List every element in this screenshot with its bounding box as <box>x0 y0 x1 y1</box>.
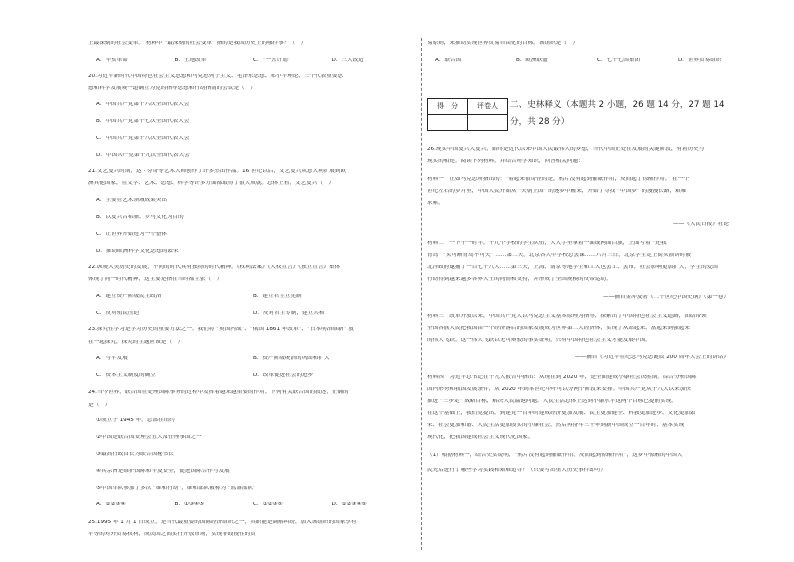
text-line: 是（ ） <box>88 403 111 408</box>
text-line: D．推动欧洲科学文化思想的繁荣 <box>96 249 179 254</box>
text-line: ②中国是联合国安理会五大常任理事国之一 <box>96 435 202 440</box>
text-line: ⑤中国军队参加了多次 “维和行动”，维和部队被称为 “蓝盔部队” <box>96 486 257 491</box>
text-line: 易原则，来推动实现世界贸易自由化的目标。该组织是（ ） <box>427 41 579 46</box>
text-line: 民先后进行了哪些学习实践和艰难追寻？（只要写出重大历史事件即可） <box>427 468 607 473</box>
text-line: 北洋政府逮捕了一百七十八人……第三天，上海、南京等地学生和工人也罢工、罢市，社会影响更加扩大，学生的爱国 <box>427 265 718 270</box>
option-row <box>88 311 410 317</box>
text-line: 的伟大飞跃。这一伟大飞跃以无可辩驳的事实证明，只有中国特色社会主义才能发展中国。 <box>427 338 651 343</box>
option: A．与平发展 <box>96 356 128 361</box>
text-line: 材料二 一下午一时半，十几个学校的学生队伍，人人手里拿着一面或两面白旗，上面写着 “还我 <box>427 241 667 246</box>
section-title: 二、史林释义（本题共 2 小题，26 题 14 分，27 题 14 <box>510 100 725 110</box>
text-line: 21.文艺复兴时期，达 · 芬奇等艺术大师创作了许多杰出作品。16 世纪以后，文艺复兴从意大利扩展到欧 <box>88 169 347 174</box>
text-line: 现代化，把我国建成社会主义现代化国家。 <box>427 435 534 440</box>
text-line: B．中国共产党第十七次全国代表大会 <box>96 119 190 124</box>
text-line: 20.习近平新时代中国特色社会主义思想和马克思列宁主义、毛泽东思想、邓小平理论、三个代表重要思 <box>88 74 344 79</box>
text-line: 材料一 正如马克思所指出的：“着起来很奇怪的是，鸦片没有起到催眠作用，反而起了惊醒作用。” 在一个 <box>427 177 690 182</box>
option: D．世界贸易组织 <box>678 58 722 63</box>
text-line: 青岛” “头可断青岛不可失” ……第二天，北京各大中学校总罢课……六月三日，北京学生走上街头演讲时被 <box>427 253 691 258</box>
score-label: 得 分 <box>428 99 468 115</box>
option: B．欧洲联盟 <box>516 58 548 63</box>
text-line: 世纪左右的岁月里，中国人民开始从 “天朝上国” 的迷梦中醒来，开始了寻找 “中国梦” 的漫漫长路，艰难 <box>427 189 687 194</box>
option: C．资本主义制度的确立 <box>96 373 156 378</box>
text-line: 想和科学发展观一道确立为党的指导思想和行动指南的会议是（ ） <box>88 86 256 91</box>
text-line: B．以复兴古希腊、罗马文化为目的 <box>96 215 184 220</box>
text-line: C．让世界开始连为一个整体 <box>96 232 168 237</box>
text-line: 26.现实中国复兴大复兴，始终是近代以来中国人民最伟大的梦想，当代中国正处在发展的关键阶段，有着历史与 <box>427 147 705 152</box>
text-line: 荣、社会更加和谐、人民生活更加殷实的小康社会，然后再奋斗三十年到新中国成立一百年时，基本实现 <box>427 423 685 428</box>
text-line: 现实的相连。阅读下列材料，并结合所学知识，回答相关问题： <box>427 159 584 164</box>
option: B．建立君主立宪制 <box>253 294 302 299</box>
option: A．建立资产阶级民主政治 <box>96 294 162 299</box>
text-line: 求索。 <box>427 201 444 206</box>
text-line: （1）根据材料一，结合史实说明，“鸦片没有起到催眠作用，反而起到惊醒作用”，这梦中惊醒的中国人 <box>427 453 683 458</box>
option-row <box>88 356 410 362</box>
text-line: 材料四 习近平总书记在十九大报告中指出：从现在到 2020 年，是全面建成小康社会决胜期。综合分析国际 <box>427 375 697 380</box>
section-title-cont: 分，共 28 分） <box>510 117 570 127</box>
score-table <box>427 98 508 131</box>
text-line: 23.探究性学习是学习历史的重要方法之一。我们将 “英国内战”、“俄国 1861 年改革”、“日本明治维新” 放 <box>88 327 354 332</box>
option-row <box>88 502 410 508</box>
option: D．①②③④⑤ <box>331 502 367 507</box>
text-line: 上最深刻的社会变革。” 材料中 “最深刻的社会变革” 指的是我国历史上的哪件事？（ ） <box>88 41 307 46</box>
option: D．反对君主专制，建立共和 <box>253 311 325 316</box>
option: A．①②③④ <box>96 502 126 507</box>
option: A．联合国 <box>435 58 462 63</box>
grader-cell[interactable] <box>468 115 508 131</box>
option: B．资产阶级统治的巩固和扩大 <box>253 356 330 361</box>
text-line: D．中国共产党第十九次全国代表大会 <box>96 153 190 158</box>
text-line: 25.1995 年 1 月 1 日成立，是当代最重要的国际经济组织之一，其职能是调解纠纷，加入该组织的国家享有 <box>88 520 357 525</box>
option-row <box>88 58 410 64</box>
text-line: 国内形势和我国发展条件，从 2020 年到本世纪中叶可以分两个阶段来安排。中国共产党从十八大以来加快 <box>427 387 691 392</box>
text-line: 24.当今世界，联合国在处理国际事务的过程中发挥着越来越重要的作用。下列有关联合国的叙述，正确的 <box>88 390 349 395</box>
text-line: 推进 “三步走” 战略目标，解决人民温饱问题、人民生活总体上达到小康水平这两个目标已提前实现。 <box>427 399 677 404</box>
text-line: C．中国共产党第十八次全国代表大会 <box>96 136 190 141</box>
option: A．辛亥革命 <box>96 58 128 63</box>
text-line: A．中国共产党第十六次全国代表大会 <box>96 102 190 107</box>
text-line: ——《人民日报》社论 <box>673 222 729 227</box>
text-line: ——摘自金冲及著《二十世纪中国史纲》（第一卷） <box>603 295 729 300</box>
score-cell[interactable] <box>428 115 468 131</box>
option: D．三大改造 <box>331 58 364 63</box>
option-row <box>88 373 410 379</box>
text-line: 平等的对外贸易权利，成员国之间实行开放市场，实现非歧视性的贸 <box>88 532 256 537</box>
option: C．①②③⑤ <box>253 502 283 507</box>
text-line: 材料三 改革开放以来，中国共产党人以马克思主义基本原理为指导，探索出了中国特色社会主义道路，团结带领 <box>427 314 707 319</box>
option: B．①③④⑤ <box>174 502 204 507</box>
text-line: 洲其他国家，在文学、艺术、思想、科学等许多方面都取得了很大成就。总体上看，文艺复兴（ ） <box>88 181 335 186</box>
option-row <box>88 294 410 300</box>
text-line: 体现了同一时代精神，这主要是指在当时都主张（ ） <box>88 277 223 282</box>
column-divider <box>421 38 422 550</box>
option: C．反对殖民压迫 <box>96 311 140 316</box>
text-line: ③最高行政首长为联合国秘书长 <box>96 452 174 457</box>
option: C．“一五计划” <box>253 58 291 63</box>
text-line: 22.纵观人类历史的发展，不同的时代具有独特的时代精神。《权利法案》《人权宣言》《独立宣言》集体 <box>88 265 341 270</box>
option: B．土地改革 <box>174 58 207 63</box>
text-line: 全国各族人民把我国由一个经济落后的国家发展成为世界第二大经济体，实现了从站起来、富起来到强起来 <box>427 326 690 331</box>
text-line: ④其宗旨是维护国际和平及安全，促进国际合作与发展 <box>96 469 230 474</box>
option: C．七十七国集团 <box>597 58 641 63</box>
option: D．改革促进社会的进步 <box>253 373 314 378</box>
text-line: 在这个基础上，我们党提出，到建党一百年时建成经济更加发展、民主更加健全、科教更加进步、文化更加繁 <box>427 411 696 416</box>
text-line: 行动得到越来越多各界人士的同情和支持，并形成了全国规模的反帝运动。 <box>427 277 612 282</box>
grader-label: 评卷人 <box>468 99 508 115</box>
text-line: A．主要在艺术领域成果突出 <box>96 198 167 203</box>
text-line: 在一起探究，探究的主题应该是（ ） <box>88 340 184 345</box>
option-row <box>427 58 759 64</box>
text-line: ①成立于 1945 年，总部在纽约 <box>96 418 175 423</box>
text-line: ——摘自《习近平在纪念马克思诞辰 200 周年大会上的讲话》 <box>574 355 729 360</box>
